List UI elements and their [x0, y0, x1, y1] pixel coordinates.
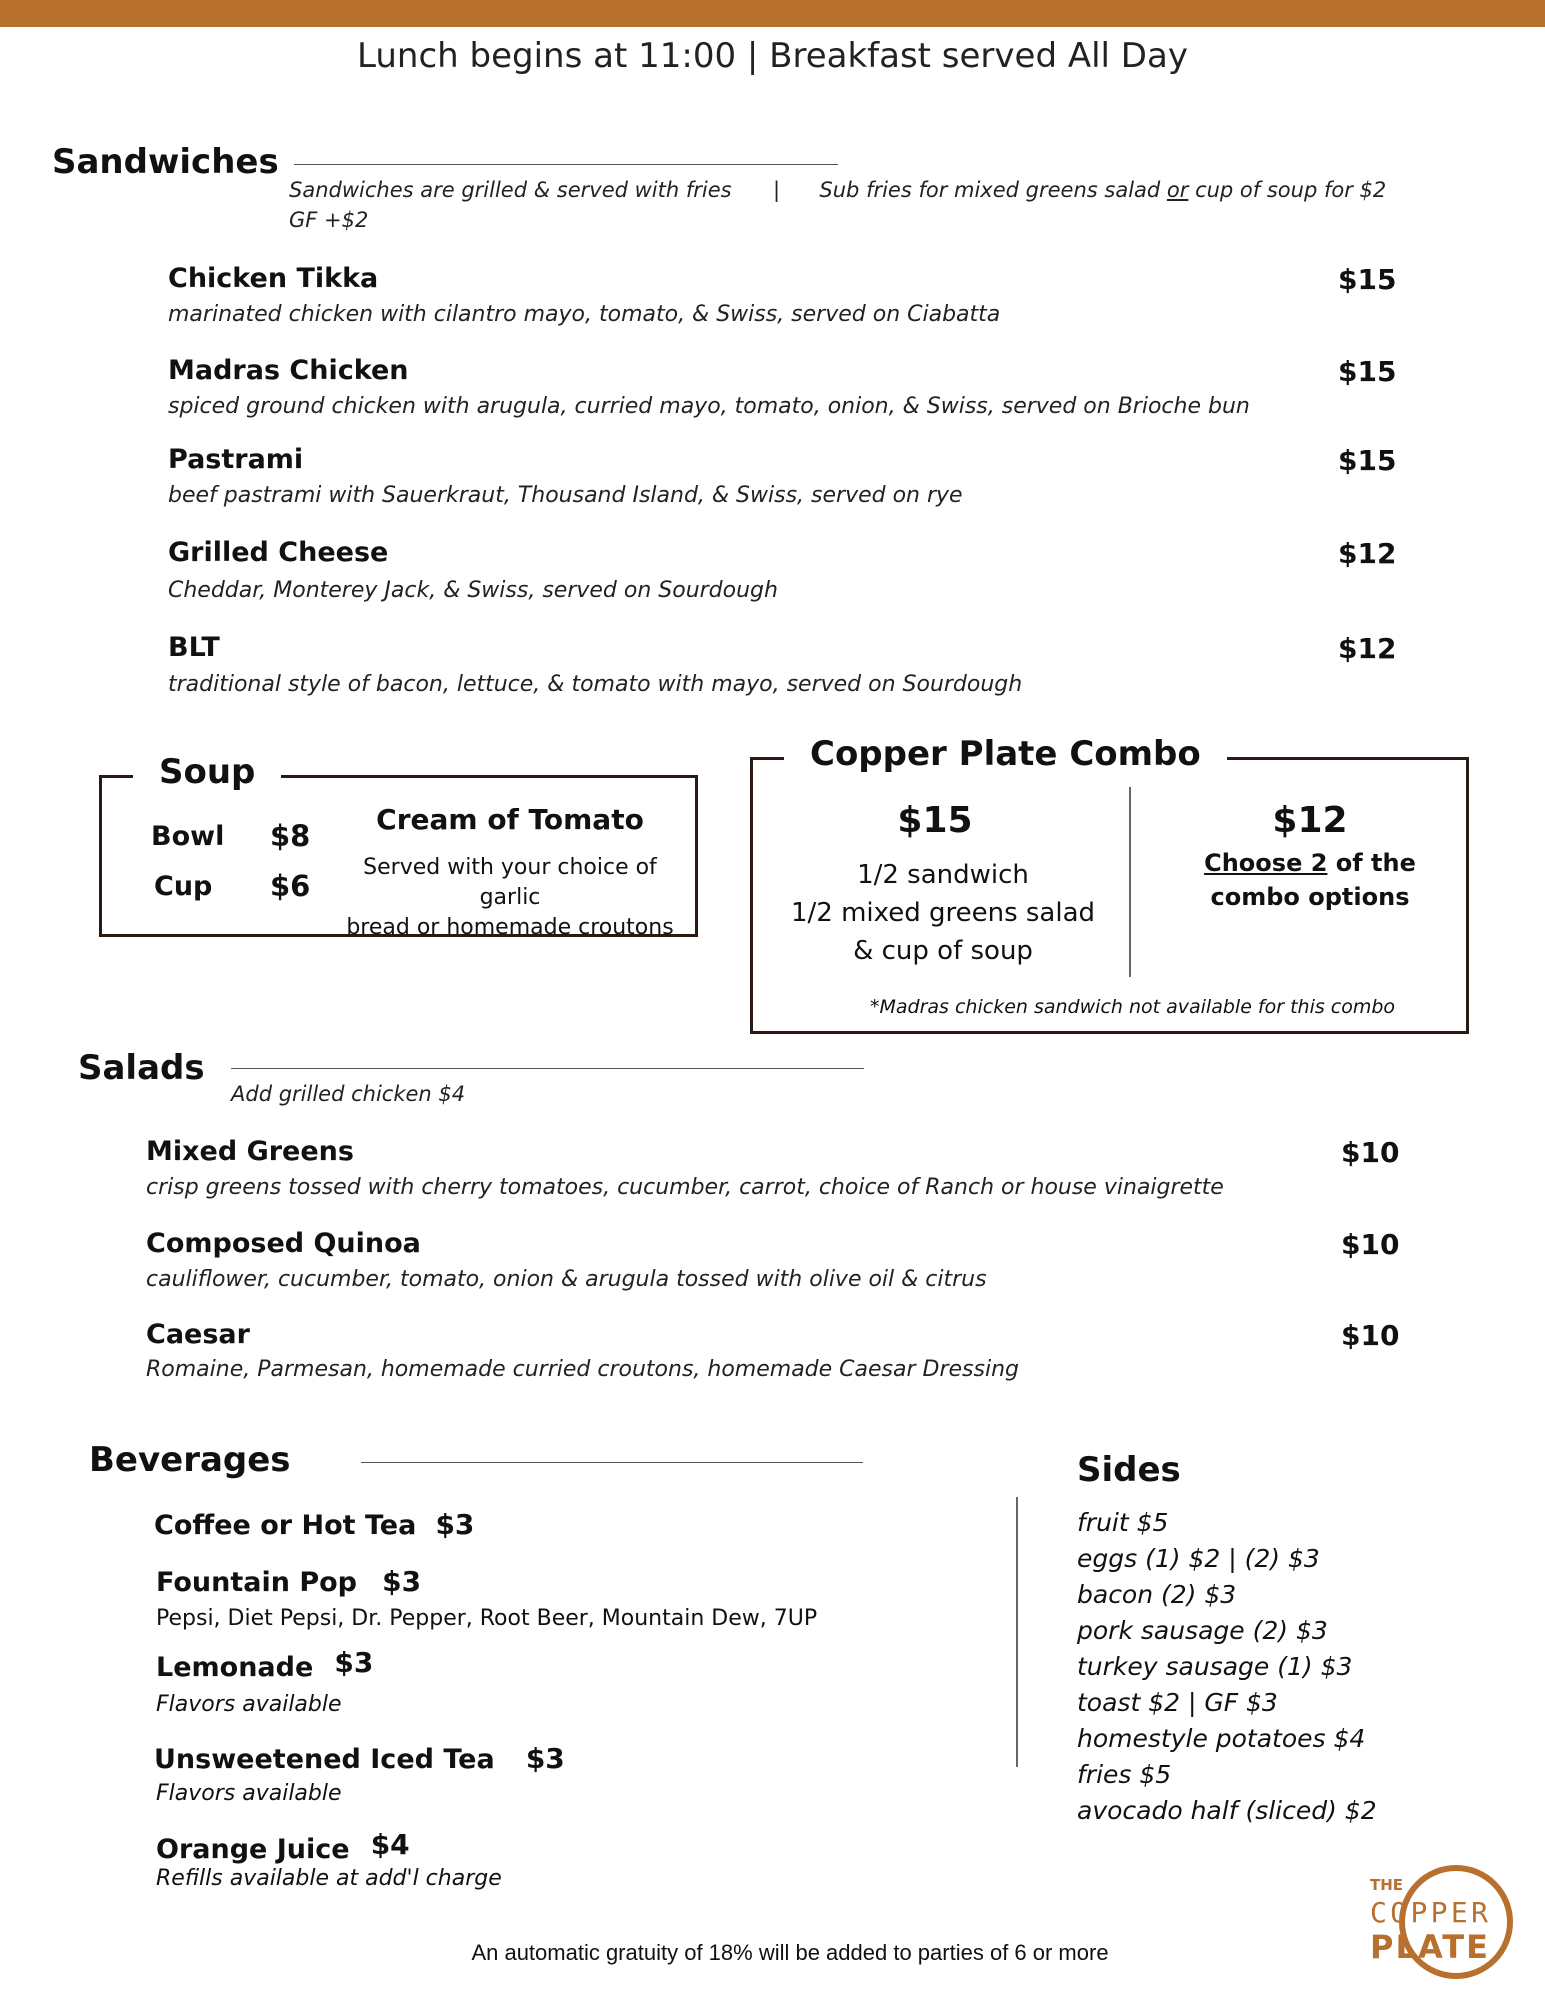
menu-item-description: crisp greens tossed with cherry tomatoes, cucumber, carrot, choice of Ranch or house vinaigrette	[146, 1175, 1224, 1200]
menu-item-price: $10	[1341, 1136, 1400, 1169]
salads-divider	[231, 1068, 864, 1069]
side-item: bacon (2) $3	[1077, 1580, 1237, 1609]
beverages-title: Beverages	[89, 1440, 291, 1480]
combo-detail-line: & cup of soup	[853, 936, 1033, 966]
menu-item-description: marinated chicken with cilantro mayo, tomato, & Swiss, served on Ciabatta	[168, 302, 1001, 327]
side-item: fruit $5	[1077, 1508, 1169, 1537]
beverage-item	[156, 1828, 410, 1865]
beverage-description: Flavors available	[156, 1692, 342, 1717]
menu-item-name: Caesar	[146, 1319, 250, 1350]
side-item: turkey sausage (1) $3	[1077, 1652, 1353, 1681]
soup-title: Soup	[133, 752, 281, 792]
menu-item-description: beef pastrami with Sauerkraut, Thousand Island, & Swiss, served on rye	[168, 483, 963, 508]
logo-text-plate: PLATE	[1370, 1928, 1488, 1966]
salads-note: Add grilled chicken $4	[231, 1082, 466, 1106]
hours-banner: Lunch begins at 11:00 | Breakfast served All Day	[357, 36, 1188, 76]
menu-item-price: $10	[1341, 1228, 1400, 1261]
gratuity-notice: An automatic gratuity of 18% will be added to parties of 6 or more	[471, 1940, 1109, 1965]
beverage-name: Unsweetened Iced Tea	[154, 1744, 495, 1775]
menu-item-description: spiced ground chicken with arugula, curried mayo, tomato, onion, & Swiss, served on Brioche bun	[168, 394, 1250, 419]
beverage-description: Flavors available	[156, 1781, 342, 1806]
sandwiches-title: Sandwiches	[52, 142, 279, 182]
soup-description-line: bread or homemade croutons	[346, 915, 674, 940]
combo-title: Copper Plate Combo	[784, 734, 1227, 774]
beverage-description: Pepsi, Diet Pepsi, Dr. Pepper, Root Beer, Mountain Dew, 7UP	[156, 1606, 818, 1631]
sides-divider	[1016, 1497, 1018, 1767]
side-item: pork sausage (2) $3	[1077, 1616, 1328, 1645]
menu-item-price: $15	[1338, 444, 1397, 477]
menu-item-name: Composed Quinoa	[146, 1228, 421, 1259]
salads-title: Salads	[78, 1048, 205, 1088]
menu-item-description: traditional style of bacon, lettuce, & tomato with mayo, served on Sourdough	[168, 672, 1023, 697]
combo-options-text: combo options	[1210, 883, 1410, 911]
combo-detail-line: 1/2 mixed greens salad	[790, 898, 1096, 928]
logo-text-copper: COPPER	[1370, 1896, 1488, 1929]
sandwiches-divider	[294, 164, 838, 165]
beverage-description: Refills available at add'l charge	[156, 1866, 502, 1891]
combo-choose-text: Choose 2	[1204, 849, 1328, 877]
combo-of-the-text: of the	[1327, 849, 1416, 877]
logo-text-the: THE	[1370, 1876, 1404, 1894]
soup-cup-label: Cup	[154, 871, 213, 902]
combo-detail-line: 1/2 sandwich	[857, 860, 1029, 890]
side-item: toast $2 | GF $3	[1077, 1688, 1278, 1717]
menu-item-description: Cheddar, Monterey Jack, & Swiss, served on Sourdough	[168, 578, 778, 603]
soup-cup-price: $6	[270, 869, 311, 903]
menu-item-name: Pastrami	[168, 444, 304, 475]
side-item: homestyle potatoes $4	[1077, 1724, 1366, 1753]
menu-item-name: Chicken Tikka	[168, 263, 379, 294]
beverage-price: $3	[334, 1646, 374, 1679]
beverage-price: $3	[382, 1565, 422, 1598]
beverage-name: Lemonade	[156, 1652, 314, 1683]
combo-half-details	[1140, 846, 1480, 914]
menu-item-price: $12	[1338, 537, 1397, 570]
menu-item-price: $10	[1341, 1319, 1400, 1352]
beverage-item	[154, 1508, 474, 1541]
menu-item-price: $12	[1338, 632, 1397, 665]
beverage-item	[154, 1742, 565, 1775]
menu-item-name: Mixed Greens	[146, 1136, 354, 1167]
menu-item-price: $15	[1338, 355, 1397, 388]
combo-divider	[1129, 787, 1131, 977]
soup-name: Cream of Tomato	[376, 803, 644, 836]
menu-item-description: cauliflower, cucumber, tomato, onion & arugula tossed with olive oil & citrus	[146, 1267, 987, 1292]
sandwiches-note-sub-rest: cup of soup for $2	[1188, 178, 1387, 202]
combo-full-price: $15	[897, 800, 973, 841]
sides-title: Sides	[1077, 1450, 1181, 1490]
combo-half-price: $12	[1272, 800, 1348, 841]
beverage-item	[156, 1646, 374, 1683]
copper-plate-logo	[1364, 1862, 1524, 1982]
sandwiches-note-fries: Sandwiches are grilled & served with fries	[289, 178, 732, 202]
soup-bowl-price: $8	[270, 819, 311, 853]
beverage-item	[156, 1565, 421, 1598]
beverage-price: $3	[525, 1742, 565, 1775]
soup-description	[330, 853, 690, 943]
side-item: avocado half (sliced) $2	[1077, 1796, 1377, 1825]
menu-item-price: $15	[1338, 263, 1397, 296]
sandwiches-note	[289, 178, 1386, 202]
beverage-name: Fountain Pop	[156, 1567, 358, 1598]
side-item: fries $5	[1077, 1760, 1172, 1789]
sandwiches-gf-note: GF +$2	[289, 208, 369, 232]
sandwiches-note-sub: Sub fries for mixed greens salad	[819, 178, 1167, 202]
beverage-name: Coffee or Hot Tea	[154, 1510, 417, 1541]
sides-list	[1077, 1505, 1377, 1829]
top-accent-bar	[0, 0, 1545, 27]
beverage-price: $3	[435, 1508, 475, 1541]
combo-footnote: *Madras chicken sandwich not available for this combo	[870, 996, 1396, 1018]
combo-full-details	[760, 856, 1126, 970]
menu-item-name: BLT	[168, 632, 220, 663]
beverage-name: Orange Juice	[156, 1834, 350, 1865]
soup-bowl-label: Bowl	[151, 821, 225, 852]
sandwiches-note-or: or	[1166, 178, 1189, 202]
menu-item-description: Romaine, Parmesan, homemade curried croutons, homemade Caesar Dressing	[146, 1357, 1019, 1382]
menu-item-name: Madras Chicken	[168, 355, 409, 386]
sandwiches-note-separator: |	[772, 178, 781, 202]
beverages-divider	[361, 1462, 863, 1463]
side-item: eggs (1) $2 | (2) $3	[1077, 1544, 1320, 1573]
soup-description-line: Served with your choice of garlic	[363, 855, 657, 910]
menu-item-name: Grilled Cheese	[168, 537, 389, 568]
beverage-price: $4	[370, 1828, 410, 1861]
